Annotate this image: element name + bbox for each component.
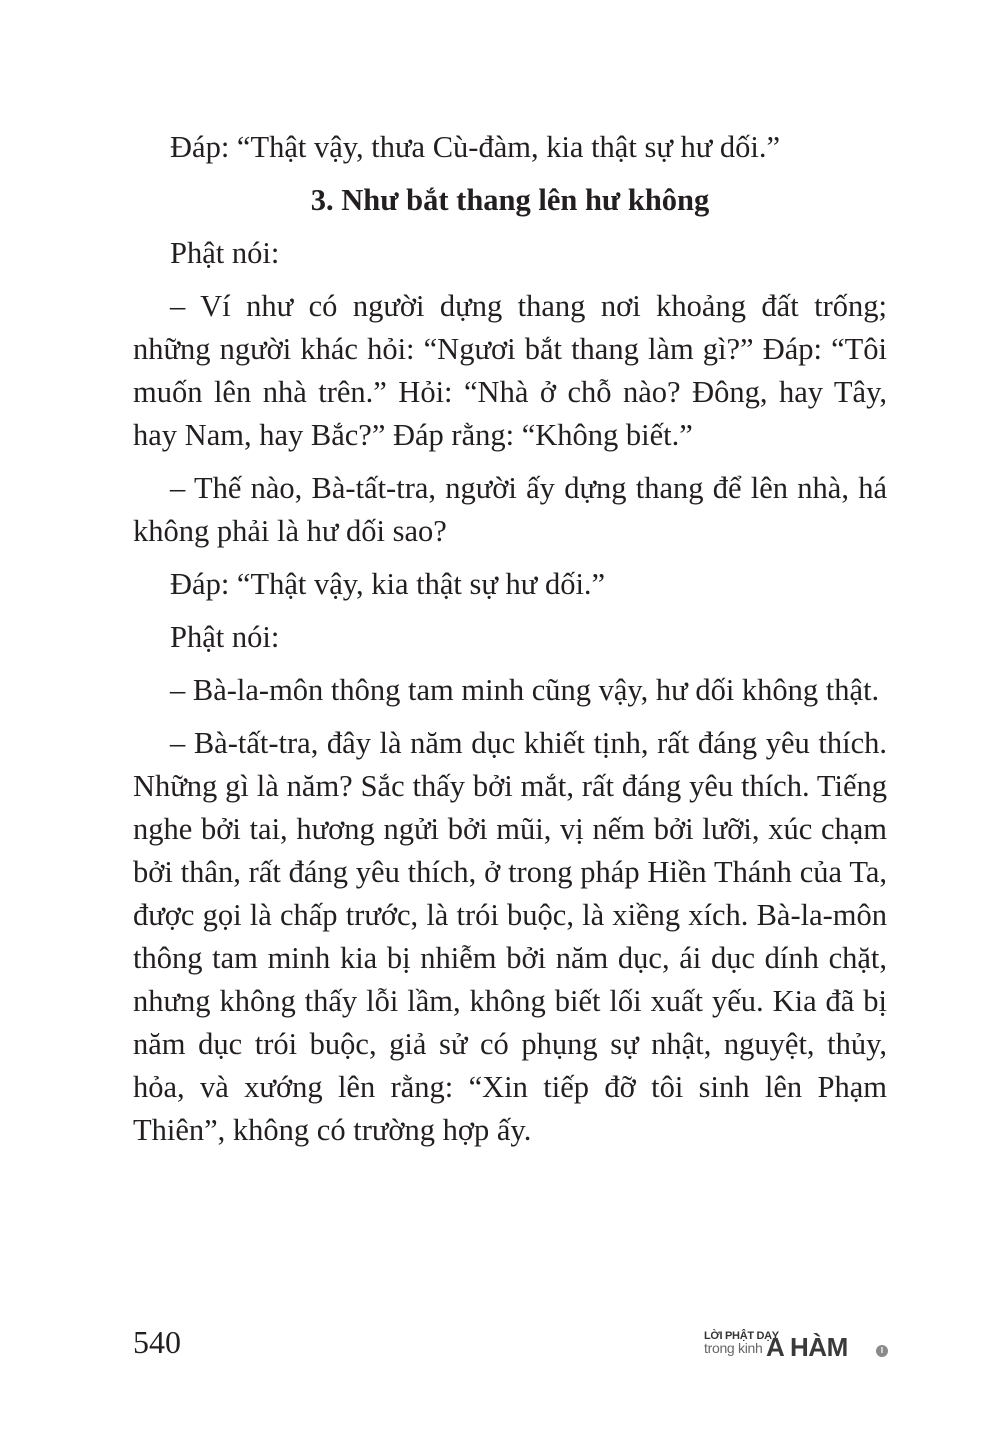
paragraph: – Thế nào, Bà-tất-tra, người ấy dựng thang để lên nhà, há không phải là hư dối sao? bbox=[133, 471, 887, 548]
paragraph: Phật nói: bbox=[170, 236, 280, 270]
book-series-logo bbox=[704, 1330, 890, 1364]
page-number: 540 bbox=[133, 1324, 181, 1360]
section-heading: 3. Như bắt thang lên hư không bbox=[310, 183, 710, 217]
paragraph: – Bà-tất-tra, đây là năm dục khiết tịnh, rất đáng yêu thích. Những gì là năm? Sắc thấy bởi mắt, rất đáng yêu thích. Tiếng nghe bởi tai, hương ngửi bởi mũi, vị nếm bởi lưỡi, xúc chạm bởi thân, rất đáng yêu thích, ở trong pháp Hiền Thánh của Ta, được gọi là chấp trước, là trói buộc, là xiềng xích. Bà-la-môn thông tam minh kia bị nhiễm bởi năm dục, ái dục dính chặt, nhưng không thấy lỗi lầm, không biết lối xuất yếu. Kia đã bị năm dục trói buộc, giả sử có phụng sự nhật, nguyệt, thủy, hỏa, và xướng lên rằng: “Xin tiếp đỡ tôi sinh lên Phạm Thiên”, không có trường hợp ấy. bbox=[133, 726, 887, 1147]
body-text bbox=[133, 126, 887, 1162]
paragraph: – Ví như có người dựng thang nơi khoảng đất trống; những người khác hỏi: “Ngươi bắt thang làm gì?” Đáp: “Tôi muốn lên nhà trên.” Hỏi: “Nhà ở chỗ nào? Đông, hay Tây, hay Nam, hay Bắc?” Đáp rằng: “Không biết.” bbox=[133, 289, 887, 452]
volume-badge-icon: I bbox=[876, 1345, 888, 1357]
paragraph-answer: Đáp: “Thật vậy, thưa Cù-đàm, kia thật sự hư dối.” bbox=[170, 130, 781, 164]
paragraph: Đáp: “Thật vậy, kia thật sự hư dối.” bbox=[170, 567, 606, 601]
paragraph: Phật nói: bbox=[170, 620, 280, 654]
paragraph: – Bà-la-môn thông tam minh cũng vậy, hư dối không thật. bbox=[170, 673, 880, 707]
logo-line1: LỜI PHẬT DẠY bbox=[704, 1330, 779, 1342]
logo-line2: trong kinh bbox=[704, 1340, 763, 1356]
logo-title: A HÀM bbox=[766, 1332, 848, 1362]
